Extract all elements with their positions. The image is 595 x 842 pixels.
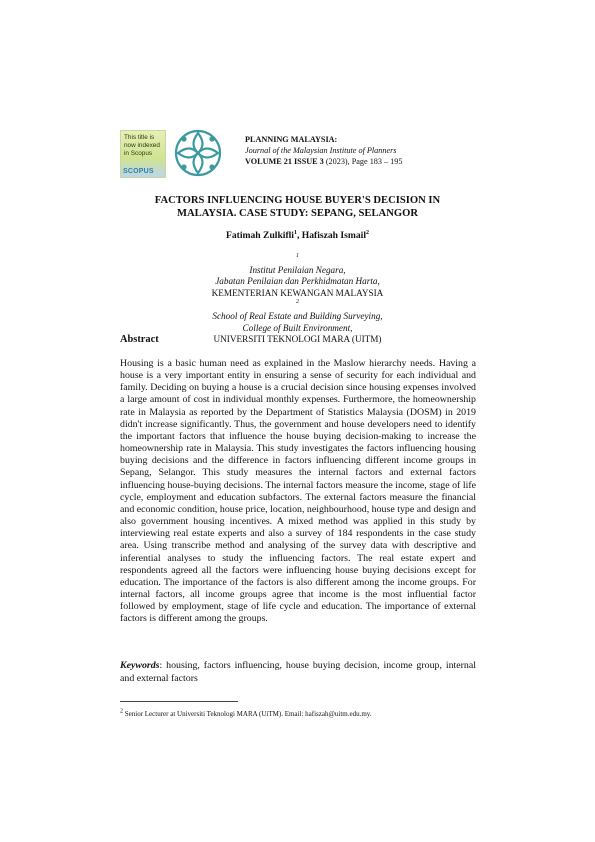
footnote-marker: 2 — [120, 708, 123, 715]
keywords-colon: : — [159, 660, 163, 671]
keywords-section — [120, 660, 476, 685]
keywords-text: housing, factors influencing, house buying decision, income group, internal and external factors — [120, 660, 476, 684]
author-affiliation-marker: 2 — [366, 229, 369, 236]
scopus-badge-text — [124, 134, 166, 158]
affiliation-line — [100, 253, 495, 276]
affiliation-line: UNIVERSITI TEKNOLOGI MARA (UITM) — [213, 334, 382, 345]
journal-name: PLANNING MALAYSIA: — [245, 135, 338, 144]
author-separator: , — [296, 230, 302, 241]
journal-subtitle: Journal of the Malaysian Institute of Planners — [245, 146, 397, 155]
journal-info — [245, 134, 455, 167]
affiliation-line: KEMENTERIAN KEWANGAN MALAYSIA — [211, 287, 384, 298]
scopus-badge-line: in Scopus — [124, 150, 153, 157]
footnote-divider — [120, 701, 238, 702]
affiliation-marker: 1 — [296, 252, 299, 259]
abstract-body: Housing is a basic human need as explained in the Maslow hierarchy needs. Having a house is a very important entity in ensuring a sense of security for each individual and family. Deciding on buying a house is a crucial decision since housing expenses involved a large amount of cost in individual monthly expenses. Furthermore, the homeownership rate in Malaysia as reported by the Department of Statistics Malaysia (DOSM) in 2019 didn't increase significantly. Thus, the government and house developers need to identify the important factors that influence the house buying decision-making to increase the homeownership rate in Malaysia. This study investigates the factors influencing housing buying decisions and the difference in factors influencing different income groups in Sepang, Selangor. This study measures the internal factors and external factors influencing house-buying decisions. The internal factors measure the income, stage of life cycle, employment and education subfactors. The external factors measure the financial and economic condition, house price, location, neighbourhood, house type and design and also government housing incentives. A mixed method was applied in this study by interviewing real estate experts and also a survey of 184 respondents in the case study area. Using transcribe method and analysing of the survey data with descriptive and inferential analyses to study the influencing factors. The real estate expert and respondents agreed all the factors were influencing house buying decisions except for education. The importance of the factors is also different among the income groups. For internal factors, all income groups agree that income is the most influential factor followed by employment, stage of life cycle and education. The importance of external factors is different among the groups. — [120, 358, 476, 625]
scopus-logo: SCOPUS — [123, 168, 154, 175]
footnote — [120, 710, 476, 719]
author-list — [100, 230, 495, 242]
affiliation-line: Jabatan Penilaian dan Perkhidmatan Harta, — [215, 276, 380, 287]
journal-volume — [245, 156, 455, 167]
affiliations — [100, 253, 495, 346]
scopus-badge-line: now indexed — [124, 142, 160, 149]
abstract-heading: Abstract — [120, 334, 159, 345]
affiliation-text: Institut Penilaian Negara, — [249, 264, 346, 275]
volume-pages: (2023), Page 183 – 195 — [323, 157, 403, 166]
journal-header — [120, 127, 450, 179]
affiliation-line: College of Built Environment, — [242, 322, 353, 333]
journal-emblem-icon — [172, 127, 224, 179]
paper-title — [100, 194, 495, 220]
scopus-badge-line: This title is — [124, 134, 155, 141]
author-affiliation-marker: 1 — [293, 229, 297, 236]
paper-title-line: FACTORS INFLUENCING HOUSE BUYER'S DECISION IN — [154, 195, 441, 206]
footnote-text: Senior Lecturer at Universiti Teknologi MARA (UiTM). Email: hafiszah@uitm.edu.my. — [123, 710, 372, 718]
author-name: Hafiszah Ismail — [301, 230, 366, 241]
affiliation-text: School of Real Estate and Building Surveying, — [212, 310, 383, 321]
volume-issue: VOLUME 21 ISSUE 3 — [245, 157, 324, 166]
keywords-label: Keywords — [120, 660, 160, 671]
affiliation-marker: 2 — [296, 299, 299, 306]
paper-title-line: MALAYSIA. CASE STUDY: SEPANG, SELANGOR — [177, 208, 418, 219]
author-name: Fatimah Zulkifli — [226, 230, 294, 241]
affiliation-line — [100, 299, 495, 322]
scopus-indexed-badge[interactable] — [120, 130, 166, 178]
